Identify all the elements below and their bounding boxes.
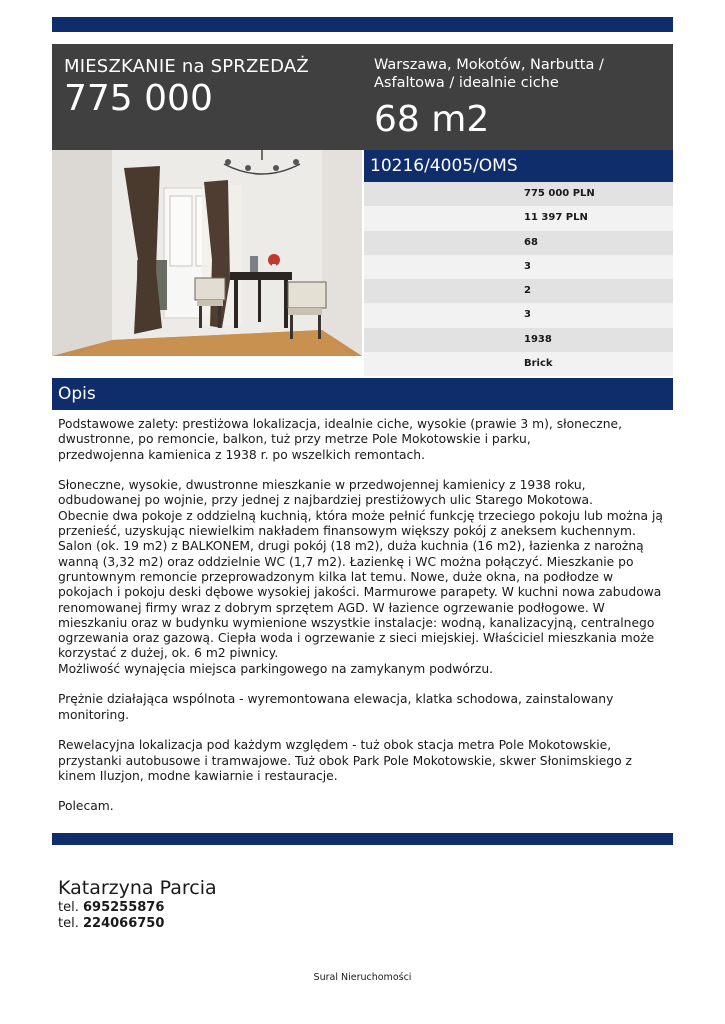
agent-contact [58, 876, 217, 932]
detail-value-5: 2 [364, 279, 673, 303]
phone-number-1[interactable]: 695255876 [82, 900, 165, 915]
top-accent-bar [52, 17, 673, 32]
phone-number-2[interactable]: 224066750 [82, 916, 165, 931]
listing-type: MIESZKANIE na SPRZEDAŻ [64, 56, 309, 77]
agent-phone-1 [58, 900, 217, 916]
tel-label: tel. [58, 916, 79, 931]
listing-price: 775 000 [64, 78, 213, 119]
detail-price-per-m2: 11 397 PLN [364, 206, 673, 230]
reference-number: 10216/4005/OMS [364, 150, 673, 182]
apartment-photo-illustration [52, 150, 362, 356]
description-text: Podstawowe zalety: prestiżowa lokalizacja, idealnie ciche, wysokie (prawie 3 m), słoneczne, dwustronne, po remoncie, balkon, tuż przy metrze Pole Mokotowskie i parku, przedwojenna kamienica z 1938 r. po wszelkich remontach. Słoneczne, wysokie, dwustronne mieszkanie w przedwojennej kamienicy z 1938 roku, odbudowanej po wojnie, przy jednej z najbardziej prestiżowych ulic Starego Mokotowa. Obecnie dwa pokoje z oddzielną kuchnią, która może pełnić funkcję trzeciego pokoju lub można ją przenieść, uzyskując niewielkim nakładem finansowym większy pokój z aneksem kuchennym. Salon (ok. 19 m2) z BALKONEM, drugi pokój (18 m2), duża kuchnia (16 m2), łazienka z narożną wanną (3,32 m2) oraz oddzielnie WC (1,7 m2). Łazienkę i WC można połączyć. Mieszkanie po gruntownym remoncie przeprowadzonym kilka lat temu. Nowe, duże okna, na podłodze w pokojach i pokoju deski dębowe wysokiej jakości. Marmurowe parapety. W kuchni nowa zabudowa renomowanej firmy wraz z dobrym sprzętem AGD. W łazience ogrzewanie podłogowe. W mieszkaniu oraz w budynku wymienione wszystkie instalacje: wodną, kanalizacyjną, centralnego ogrzewania oraz gazową. Ciepła woda i ogrzewanie z sieci miejskiej. Właściciel mieszkania może korzystać z dużej, ok. 6 m2 piwnicy. Możliwość wynajęcia miejsca parkingowego na zamykanym podwórzu. Prężnie działająca wspólnota - wyremontowana elewacja, klatka schodowa, zainstalowany monitoring. Rewelacyjna lokalizacja pod każdym względem - tuż obok stacja metra Pole Mokotowskie, przystanki autobusowe i tramwajowe. Tuż obok Park Pole Mokotowskie, skwer Słonimskiego z kinem Iluzjon, modne kawiarnie i restauracje. Polecam. [58, 417, 663, 814]
listing-header [52, 44, 673, 150]
detail-price: 775 000 PLN [364, 182, 673, 206]
tel-label: tel. [58, 900, 79, 915]
listing-location: Warszawa, Mokotów, Narbutta / Asfaltowa / idealnie ciche [374, 57, 604, 91]
details-table [364, 182, 673, 376]
agent-phone-2 [58, 916, 217, 932]
footer-agency-name: Sural Nieruchomości [313, 972, 412, 983]
detail-area: 68 [364, 231, 673, 255]
description-heading: Opis [52, 378, 673, 410]
detail-value-4: 3 [364, 255, 673, 279]
listing-area: 68 m2 [374, 99, 490, 140]
header-left [64, 56, 309, 119]
bottom-accent-bar [52, 833, 673, 845]
detail-year-built: 1938 [364, 328, 673, 352]
agent-name: Katarzyna Parcia [58, 877, 217, 899]
detail-value-6: 3 [364, 303, 673, 327]
detail-building-material: Brick [364, 352, 673, 376]
apartment-photo [52, 150, 362, 356]
header-right [374, 56, 664, 140]
